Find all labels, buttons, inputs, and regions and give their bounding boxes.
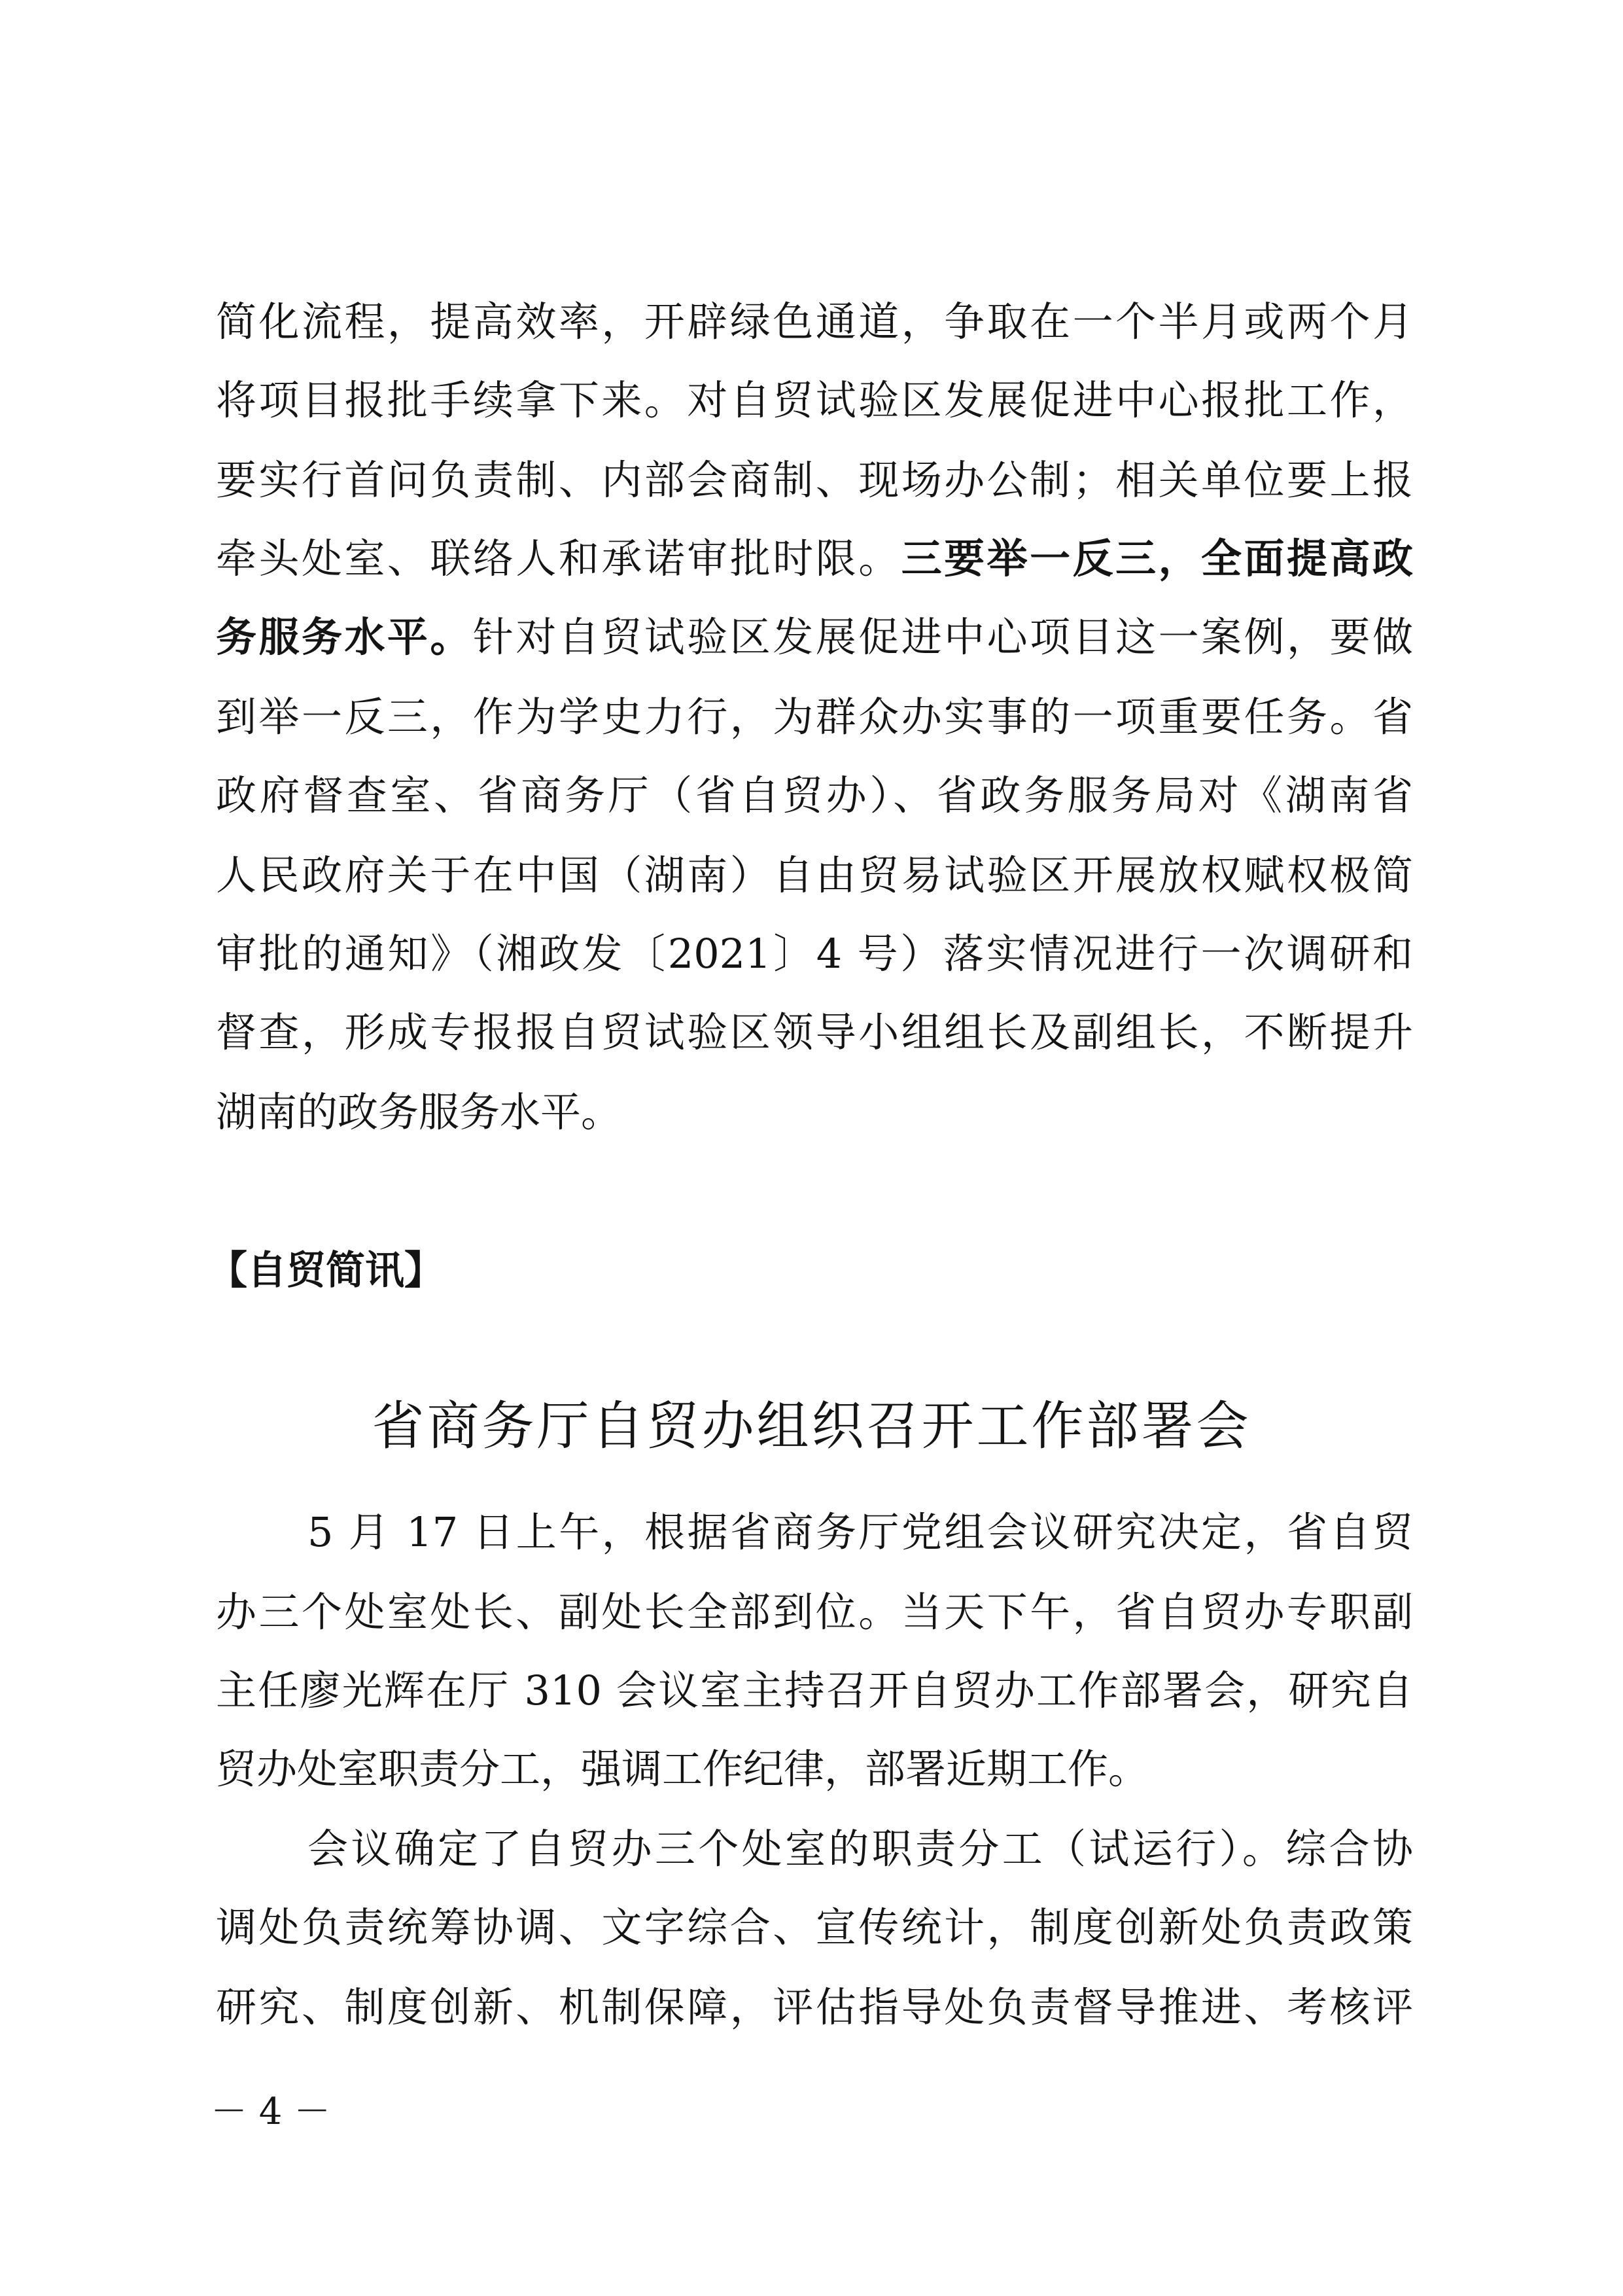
body-line-7: 政府督查室、省商务厅（省自贸办）、省政务服务局对《湖南省 <box>216 771 1413 819</box>
article-title: 省商务厅自贸办组织召开工作部署会 <box>372 1396 1251 1457</box>
body-line-9: 审批的通知》（湘政发〔2021〕4 号）落实情况进行一次调研和 <box>216 930 1413 978</box>
article-p1-line-4: 贸办处室职责分工，强调工作纪律，部署近期工作。 <box>216 1745 1149 1793</box>
body-line-1: 简化流程，提高效率，开辟绿色通道，争取在一个半月或两个月 <box>216 298 1413 345</box>
article-p2-line-1: 会议确定了自贸办三个处室的职责分工（试运行）。综合协 <box>307 1825 1413 1873</box>
article-p1-line-1: 5 月 17 日上午，根据省商务厅党组会议研究决定，省自贸 <box>307 1508 1413 1556</box>
body-line-8: 人民政府关于在中国（湖南）自由贸易试验区开展放权赋权极简 <box>216 851 1413 899</box>
body-line-10: 督查，形成专报报自贸试验区领导小组组长及副组长，不断提升 <box>216 1008 1413 1056</box>
page-number: － 4 － <box>211 2091 331 2133</box>
body-line-11: 湖南的政务服务水平。 <box>216 1088 622 1136</box>
body-line-4 <box>216 520 1413 598</box>
article-p1-line-2: 办三个处室处长、副处长全部到位。当天下午，省自贸办专职副 <box>216 1588 1413 1636</box>
article-p1-line-3: 主任廖光辉在厅 310 会议室主持召开自贸办工作部署会，研究自 <box>216 1667 1413 1714</box>
body-line-4-text: 牵头处室、联络人和承诺审批时限。 <box>216 535 901 582</box>
body-line-3: 要实行首问负责制、内部会商制、现场办公制；相关单位要上报 <box>216 456 1413 504</box>
body-line-4-emphasis: 三要举一反三，全面提高政 <box>901 535 1413 582</box>
article-p2-line-2: 调处负责统筹协调、文字综合、宣传统计，制度创新处负责政策 <box>216 1903 1413 1951</box>
body-line-5-text: 针对自贸试验区发展促进中心项目这一案例，要做 <box>472 613 1413 661</box>
body-line-5-emphasis: 务服务水平。 <box>216 613 473 661</box>
article-p2-line-3: 研究、制度创新、机制保障，评估指导处负责督导推进、考核评 <box>216 1983 1413 2031</box>
section-tag: 【自贸简讯】 <box>208 1248 444 1294</box>
body-line-6: 到举一反三，作为学史力行，为群众办实事的一项重要任务。省 <box>216 693 1413 741</box>
body-line-5 <box>216 598 1413 677</box>
body-line-2: 将项目报批手续拿下来。对自贸试验区发展促进中心报批工作， <box>216 376 1413 424</box>
